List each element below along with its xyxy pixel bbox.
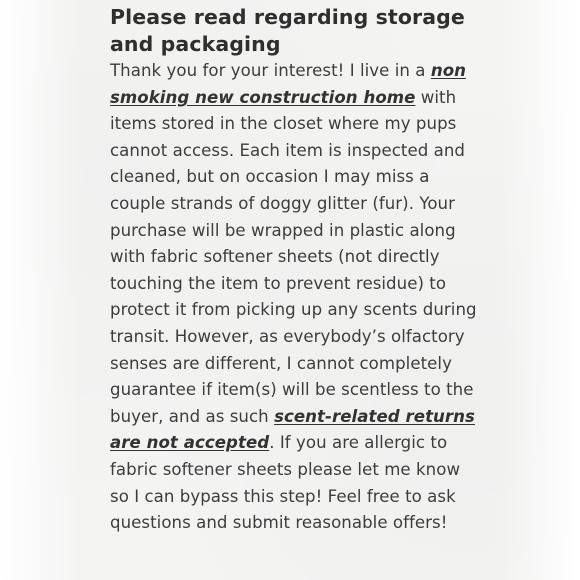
note-body: [110, 58, 482, 537]
body-text-segment: . If you are allergic to fabric softener sheets please let me know so I can bypass this step! Feel free to ask questions and submit reasonable offers!: [110, 433, 461, 533]
body-text-segment: Thank you for your interest! I live in a: [110, 61, 431, 80]
body-text-segment: with items stored in the closet where my pups cannot access. Each item is inspected and cleaned, but on occasion I may miss a couple strands of doggy glitter (fur). Your purchase will be wrapped in plastic along with fabric softener sheets (not directly touching the item to prevent residue) to protect it from picking up any scents during transit. However, as everybody’s olfactory senses are different, I cannot completely guarantee if item(s) will be scentless to the buyer, and as such: [110, 87, 477, 426]
note-content: [110, 4, 482, 537]
note-title: Please read regarding storage and packaging: [110, 5, 465, 56]
emphasis-non-smoking-home: non smoking new construction home: [110, 61, 467, 107]
emphasis-no-scent-returns: scent-related returns are not accepted: [110, 406, 475, 453]
left-edge-glow: [0, 0, 80, 580]
right-edge-glow: [500, 0, 580, 580]
